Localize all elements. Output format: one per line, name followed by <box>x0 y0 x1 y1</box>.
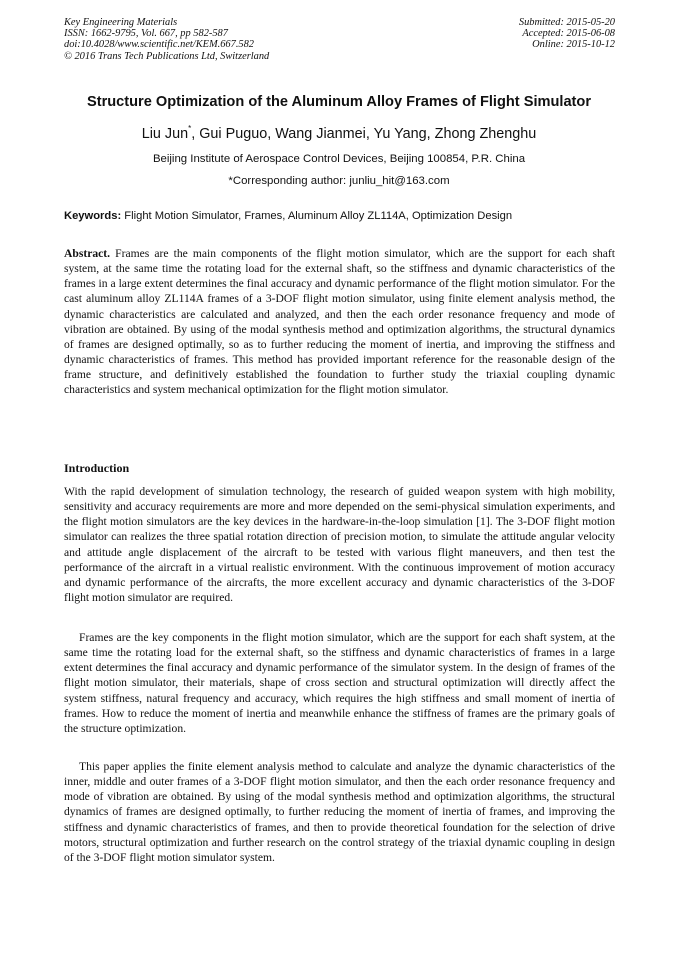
online-date: Online: 2015-10-12 <box>532 39 615 51</box>
introduction-paragraph-2: Frames are the key components in the flight motion simulator, which are the support for each shaft system, at the same time the rotating load for the external shaft, so the stiffness and dynamic characteristics of frames in a large extent determines the final accuracy and dynamic performance of the simulator system. In the design of frames of the flight motion simulator, their materials, shape of cross section and structural optimization will directly affect the system stiffness, natural frequency and accuracy, which requires the high stiffness and small moment of inertia of frames. How to reduce the moment of inertia and meanwhile enhance the stiffness of frames are the primary goals of the structure optimization. <box>64 631 615 735</box>
abstract-label: Abstract. <box>64 247 111 260</box>
first-author: Liu Jun <box>141 126 189 142</box>
journal-doi: doi:10.4028/www.scientific.net/KEM.667.582 <box>64 39 254 51</box>
journal-header <box>64 17 269 62</box>
journal-name: Key Engineering Materials <box>64 17 178 28</box>
keywords <box>64 210 616 222</box>
affiliation: Beijing Institute of Aerospace Control Devices, Beijing 100854, P.R. China <box>152 153 526 165</box>
dates-header <box>519 17 615 51</box>
other-authors: , Gui Puguo, Wang Jianmei, Yu Yang, Zhong Zhenghu <box>191 126 537 142</box>
abstract-text: Frames are the main components of the flight motion simulator, which are the support for each shaft system, at the same time the rotating load for the external shaft, so the stiffness and dynamic characteristics of the frames in a large extent determines the final accuracy and dynamic performance of the flight motion simulator. For the cast aluminum alloy ZL114A frames of a 3-DOF flight motion simulator, using finite element analysis method, the dynamic characteristics are calculated and analyzed, and then the each order resonance frequency and mode of vibration are obtained. By using of the modal synthesis method and optimization algorithms, the structural dynamics of frames are designed optimally, so as to further reducing the moment of inertia, and improving the stiffness and dynamic characteristics of frames. This method has provided important reference for the reasonable design of the frame structure, and definitively established the foundation to further study the triaxial coupling dynamic characteristics and system mechanical optimization for the flight motion simulator. <box>64 247 615 397</box>
author-list <box>0 126 678 142</box>
introduction-heading: Introduction <box>64 461 130 475</box>
submitted-date: Submitted: 2015-05-20 <box>518 17 615 28</box>
abstract <box>64 246 615 398</box>
corresponding-author: *Corresponding author: junliu_hit@163.com <box>228 175 450 187</box>
keywords-text: Flight Motion Simulator, Frames, Aluminum Alloy ZL114A, Optimization Design <box>121 210 513 222</box>
accepted-date: Accepted: 2015-06-08 <box>522 28 615 40</box>
keywords-label: Keywords: <box>64 210 122 222</box>
introduction-paragraph-3: This paper applies the finite element analysis method to calculate and analyze the dynamic characteristics of the inner, middle and outer frames of a 3-DOF flight motion simulator, and then the each order resonance frequency and mode of vibration are obtained. By using of the modal synthesis method and optimization algorithms, the structural dynamics of frames are designed optimally, to further reducing the moment of inertia of frames, and improving the stiffness and dynamic characteristics of frames, and then to provide theoretical foundation for the selection of drive motors, structural optimization and further research on the control strategy of the triaxial dynamic coupling in design of the 3-DOF flight motion simulator system. <box>64 760 615 864</box>
introduction-paragraph-1: With the rapid development of simulation technology, the research of guided weapon system with high mobility, sensitivity and accuracy requirements are more and more depended on the semi-physical simulation experiments, and the flight motion simulators are the key devices in the hardware-in-the-loop simulation [1]. The 3-DOF flight motion simulator can realizes the three spatial rotation direction of precision motion, to simulate the attitude angular velocity and attitude angle displacement of the aircraft to be tested with various flight maneuvers, and then test the performance of the aircraft in a virtual realistic environment. With the continuous improvement of motion accuracy and dynamic performance of the aircrafts, the more excellent accuracy and dynamic characteristics of the 3-DOF flight motion simulator are required. <box>64 485 615 605</box>
journal-issn: ISSN: 1662-9795, Vol. 667, pp 582-587 <box>64 28 228 40</box>
corresponding-mark: * <box>188 124 192 133</box>
paper-title: Structure Optimization of the Aluminum Alloy Frames of Flight Simulator <box>86 94 592 110</box>
journal-copyright: © 2016 Trans Tech Publications Ltd, Switzerland <box>64 50 270 62</box>
